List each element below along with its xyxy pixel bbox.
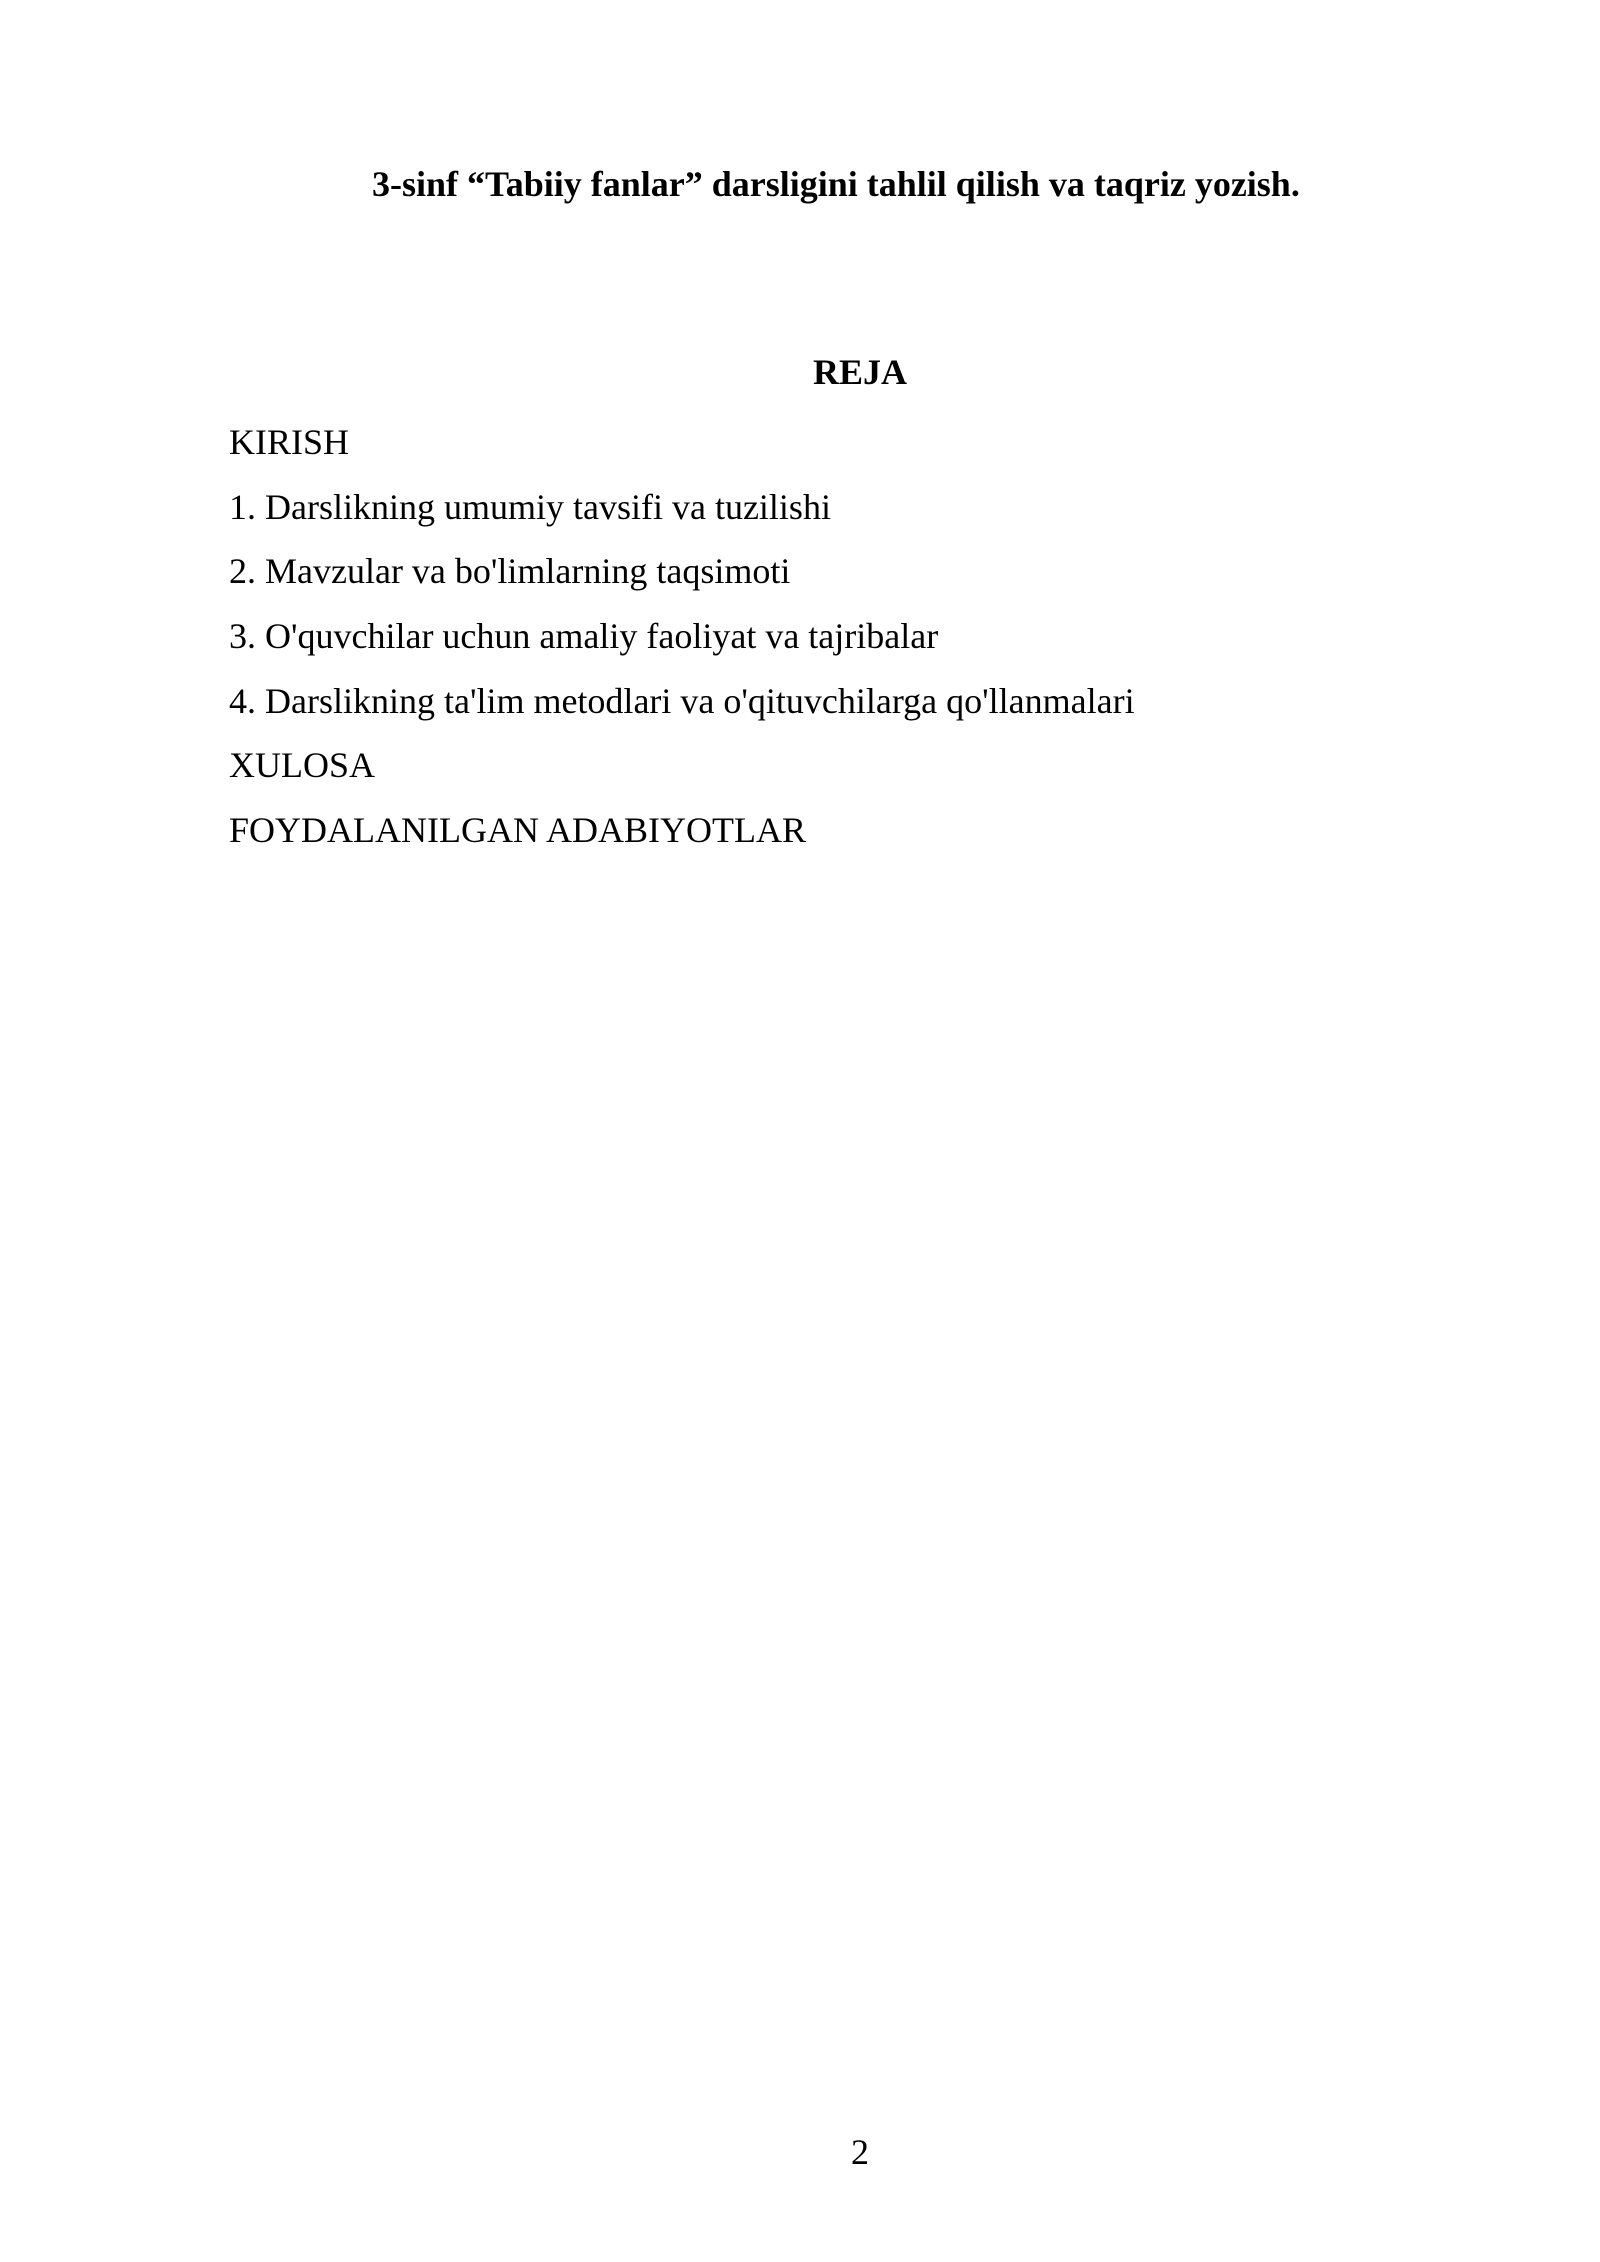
plan-item-introduction: KIRISH [229, 422, 350, 462]
plan-list [229, 420, 1135, 873]
plan-item-1: 1. Darslikning umumiy tavsifi va tuzilishi [229, 486, 831, 527]
plan-item-3: 3. O'quvchilar uchun amaliy faoliyat va tajribalar [229, 616, 939, 657]
plan-item-2: 2. Mavzular va bo'limlarning taqsimoti [229, 551, 791, 592]
plan-heading: REJA [812, 352, 907, 392]
plan-item-conclusion: XULOSA [229, 745, 376, 786]
plan-item-references: FOYDALANILGAN ADABIYOTLAR [229, 810, 806, 851]
plan-item-4: 4. Darslikning ta'lim metodlari va o'qituvchilarga qo'llanmalari [229, 680, 1135, 721]
page-number: 2 [851, 2132, 869, 2172]
document-title: 3-sinf “Tabiiy fanlar” darsligini tahlil qilish va taqriz yozish. [372, 164, 1300, 204]
